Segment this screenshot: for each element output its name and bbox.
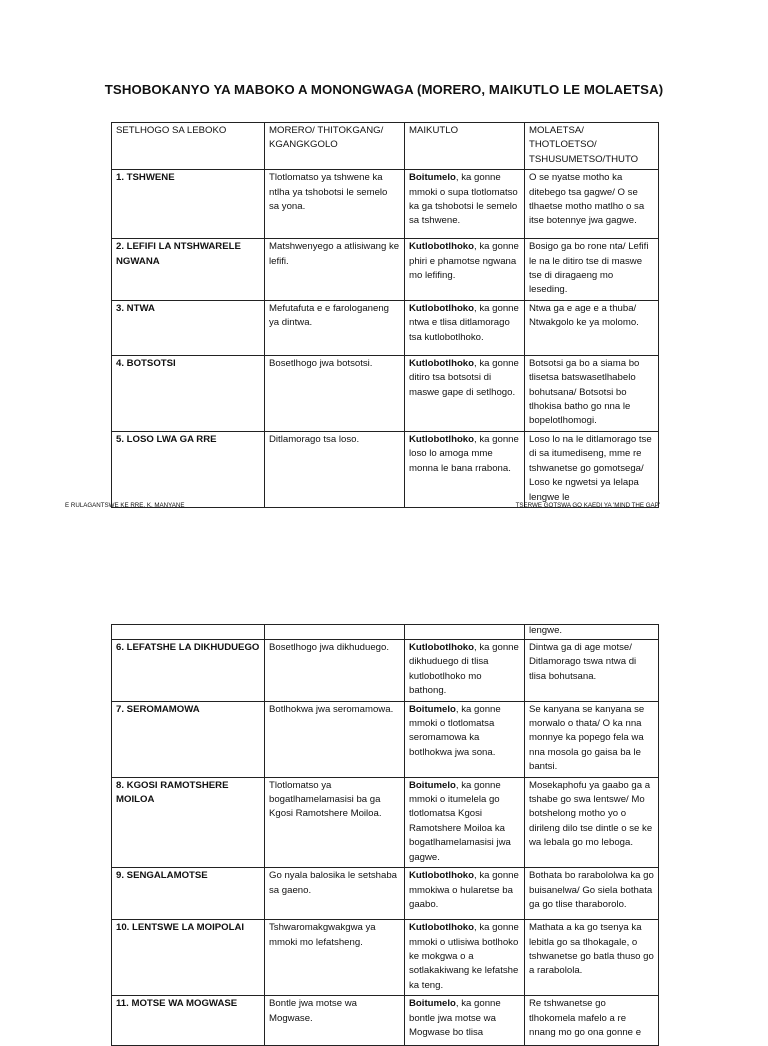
maikutlo-reason: , ka gonne phiri e phamotse ngwana mo lefifing. bbox=[409, 241, 519, 282]
header-maikutlo: MAIKUTLO bbox=[405, 123, 525, 170]
table-row bbox=[112, 996, 659, 1046]
poem-maikutlo bbox=[405, 868, 525, 920]
maikutlo-emotion: Kutlobotlhoko bbox=[409, 433, 475, 445]
maikutlo-emotion: Boitumelo bbox=[409, 779, 456, 791]
poem-morero: Bosetlhogo jwa dikhuduego. bbox=[265, 640, 405, 702]
poem-maikutlo bbox=[405, 300, 525, 355]
poem-maikutlo bbox=[405, 701, 525, 777]
poem-molaetsa: Dintwa ga di age motse/ Ditlamorago tswa ntwa di tlisa bohutsana. bbox=[525, 640, 659, 702]
poem-molaetsa: O se nyatse motho ka ditebego tsa gagwe/ O se tlhaetse motho matlho o sa itse botennye jwa gagwe. bbox=[525, 170, 659, 239]
header-setlhogo: SETLHOGO SA LEBOKO bbox=[112, 123, 265, 170]
maikutlo-reason: , ka gonne mmoki o utlisiwa botlhoko ke mokgwa o a sotlakakiwang ke lefatshe ka teng. bbox=[409, 922, 519, 991]
maikutlo-reason: , ka gonne dikhuduego di tlisa kutlobotlhoko mo bathong. bbox=[409, 642, 519, 697]
poem-title: 1. TSHWENE bbox=[112, 170, 265, 239]
poem-morero: Matshwenyego a atlisiwang ke lefifi. bbox=[265, 239, 405, 301]
poem-molaetsa: Bosigo ga bo rone nta/ Lefifi le na le ditiro tse di maswe tse di diragaeng mo leseding. bbox=[525, 239, 659, 301]
poem-maikutlo bbox=[405, 920, 525, 996]
poem-maikutlo bbox=[405, 355, 525, 431]
poem-morero: Bontle jwa motse wa Mogwase. bbox=[265, 996, 405, 1046]
maikutlo-emotion: Kutlobotlhoko bbox=[409, 302, 475, 314]
poem-title: 9. SENGALAMOTSE bbox=[112, 868, 265, 920]
poem-molaetsa: Bothata bo rarabololwa ka go buisanelwa/ Go siela bothata ga go tlise tharaborolo. bbox=[525, 868, 659, 920]
poem-maikutlo bbox=[405, 640, 525, 702]
table-row bbox=[112, 868, 659, 920]
poem-molaetsa: Botsotsi ga bo a siama bo tlisetsa batswasetlhabelo bohutsana/ Botsotsi bo tlhokisa batho go nna le bopelotlhomogi. bbox=[525, 355, 659, 431]
poem-title: 3. NTWA bbox=[112, 300, 265, 355]
empty-cell bbox=[112, 625, 265, 640]
table-row bbox=[112, 355, 659, 431]
poem-title: 11. MOTSE WA MOGWASE bbox=[112, 996, 265, 1046]
maikutlo-emotion: Kutlobotlhoko bbox=[409, 241, 475, 253]
poem-morero: Ditlamorago tsa loso. bbox=[265, 431, 405, 507]
maikutlo-reason: , ka gonne ditiro tsa botsotsi di maswe gape di setlhogo. bbox=[409, 357, 519, 398]
poem-maikutlo bbox=[405, 170, 525, 239]
maikutlo-emotion: Boitumelo bbox=[409, 703, 456, 715]
maikutlo-reason: , ka gonne loso lo amoga mme monna le bana rrabona. bbox=[409, 433, 519, 474]
table-row bbox=[112, 239, 659, 301]
document-title: TSHOBOKANYO YA MABOKO A MONONGWAGA (MORERO, MAIKUTLO LE MOLAETSA) bbox=[104, 82, 664, 97]
poem-morero: Tlotlomatso ya tshwene ka ntlha ya tshobotsi le semelo sa yona. bbox=[265, 170, 405, 239]
poem-title: 6. LEFATSHE LA DIKHUDUEGO bbox=[112, 640, 265, 702]
continuation-row bbox=[112, 625, 659, 640]
poem-title: 8. KGOSI RAMOTSHERE MOILOA bbox=[112, 777, 265, 867]
maikutlo-emotion: Boitumelo bbox=[409, 998, 456, 1010]
table-row bbox=[112, 920, 659, 996]
maikutlo-emotion: Kutlobotlhoko bbox=[409, 870, 475, 882]
table-row bbox=[112, 170, 659, 239]
poem-title: 4. BOTSOTSI bbox=[112, 355, 265, 431]
poems-table-page-1 bbox=[111, 122, 659, 508]
maikutlo-emotion: Kutlobotlhoko bbox=[409, 922, 475, 934]
table-row bbox=[112, 701, 659, 777]
header-morero: MORERO/ THITOKGANG/ KGANGKGOLO bbox=[265, 123, 405, 170]
maikutlo-reason: , ka gonne ntwa e tlisa ditlamorago tsa kutlobotlhoko. bbox=[409, 302, 519, 343]
poem-molaetsa: Mathata a ka go tsenya ka lebitla go sa tlhokagale, o tshwanetse go batla thuso go a rarabolola. bbox=[525, 920, 659, 996]
poem-molaetsa: Re tshwanetse go tlhokomela mafelo a re nnang mo go ona gonne e bbox=[525, 996, 659, 1046]
maikutlo-reason: , ka gonne mmoki o supa tlotlomatso ka ga tshobotsi le semelo sa tshwene. bbox=[409, 172, 518, 227]
table-header-row bbox=[112, 123, 659, 170]
poem-maikutlo bbox=[405, 431, 525, 507]
poem-molaetsa: Ntwa ga e age e a thuba/ Ntwakgolo ke ya molomo. bbox=[525, 300, 659, 355]
poem-morero: Botlhokwa jwa seromamowa. bbox=[265, 701, 405, 777]
table-row bbox=[112, 431, 659, 507]
empty-cell bbox=[265, 625, 405, 640]
poem-morero: Tshwaromakgwakgwa ya mmoki mo lefatsheng. bbox=[265, 920, 405, 996]
poem-title: 7. SEROMAMOWA bbox=[112, 701, 265, 777]
header-molaetsa: MOLAETSA/ THOTLOETSO/ TSHUSUMETSO/THUTO bbox=[525, 123, 659, 170]
maikutlo-reason: , ka gonne mmoki o tlotlomatsa seromamowa ka botlhokwa jwa sona. bbox=[409, 703, 501, 758]
poem-maikutlo bbox=[405, 777, 525, 867]
poem-morero: Go nyala balosika le setshaba sa gaeno. bbox=[265, 868, 405, 920]
footer-author: E RULAGANTSWE KE RRE. K. MANYANE bbox=[65, 502, 185, 509]
poem-maikutlo bbox=[405, 239, 525, 301]
table-row bbox=[112, 300, 659, 355]
poem-morero: Mefutafuta e e farologaneng ya dintwa. bbox=[265, 300, 405, 355]
table-row bbox=[112, 777, 659, 867]
maikutlo-emotion: Boitumelo bbox=[409, 172, 456, 184]
footer-source: TSERWE GOTSWA GO KAEDI YA 'MIND THE GAP' bbox=[515, 502, 660, 509]
maikutlo-reason: , ka gonne bontle jwa motse wa Mogwase bo tlisa bbox=[409, 998, 501, 1038]
poem-title: 5. LOSO LWA GA RRE bbox=[112, 431, 265, 507]
poem-title: 10. LENTSWE LA MOIPOLAI bbox=[112, 920, 265, 996]
maikutlo-reason: , ka gonne mmokiwa o hularetse ba gaabo. bbox=[409, 870, 519, 910]
poem-title: 2. LEFIFI LA NTSHWARELE NGWANA bbox=[112, 239, 265, 301]
continued-molaetsa: lengwe. bbox=[525, 625, 659, 640]
poem-morero: Tlotlomatso ya bogatlhamelamasisi ba ga Kgosi Ramotshere Moiloa. bbox=[265, 777, 405, 867]
poem-maikutlo bbox=[405, 996, 525, 1046]
poem-morero: Bosetlhogo jwa botsotsi. bbox=[265, 355, 405, 431]
poem-molaetsa: Loso lo na le ditlamorago tse di sa itumediseng, mme re tshwanetse go gomotsega/ Loso ke ngwetsi ya lelapa lengwe le bbox=[525, 431, 659, 507]
maikutlo-emotion: Kutlobotlhoko bbox=[409, 642, 475, 653]
maikutlo-emotion: Kutlobotlhoko bbox=[409, 357, 475, 369]
table-row bbox=[112, 640, 659, 702]
poems-table-page-2 bbox=[111, 624, 659, 1046]
empty-cell bbox=[405, 625, 525, 640]
poem-molaetsa: Mosekaphofu ya gaabo ga a tshabe go swa lentswe/ Mo botshelong motho yo o dirileng dilo tse dintle o se ke wa lebala go mo leboga. bbox=[525, 777, 659, 867]
poem-molaetsa: Se kanyana se kanyana se morwalo o thata/ O ka nna monnye ka popego fela wa nna mosola go gaisa ba le bantsi. bbox=[525, 701, 659, 777]
maikutlo-reason: , ka gonne mmoki o itumelela go tlotlomatsa Kgosi Ramotshere Moiloa ka bogatlhamelamasisi jwa gagwe. bbox=[409, 779, 511, 863]
